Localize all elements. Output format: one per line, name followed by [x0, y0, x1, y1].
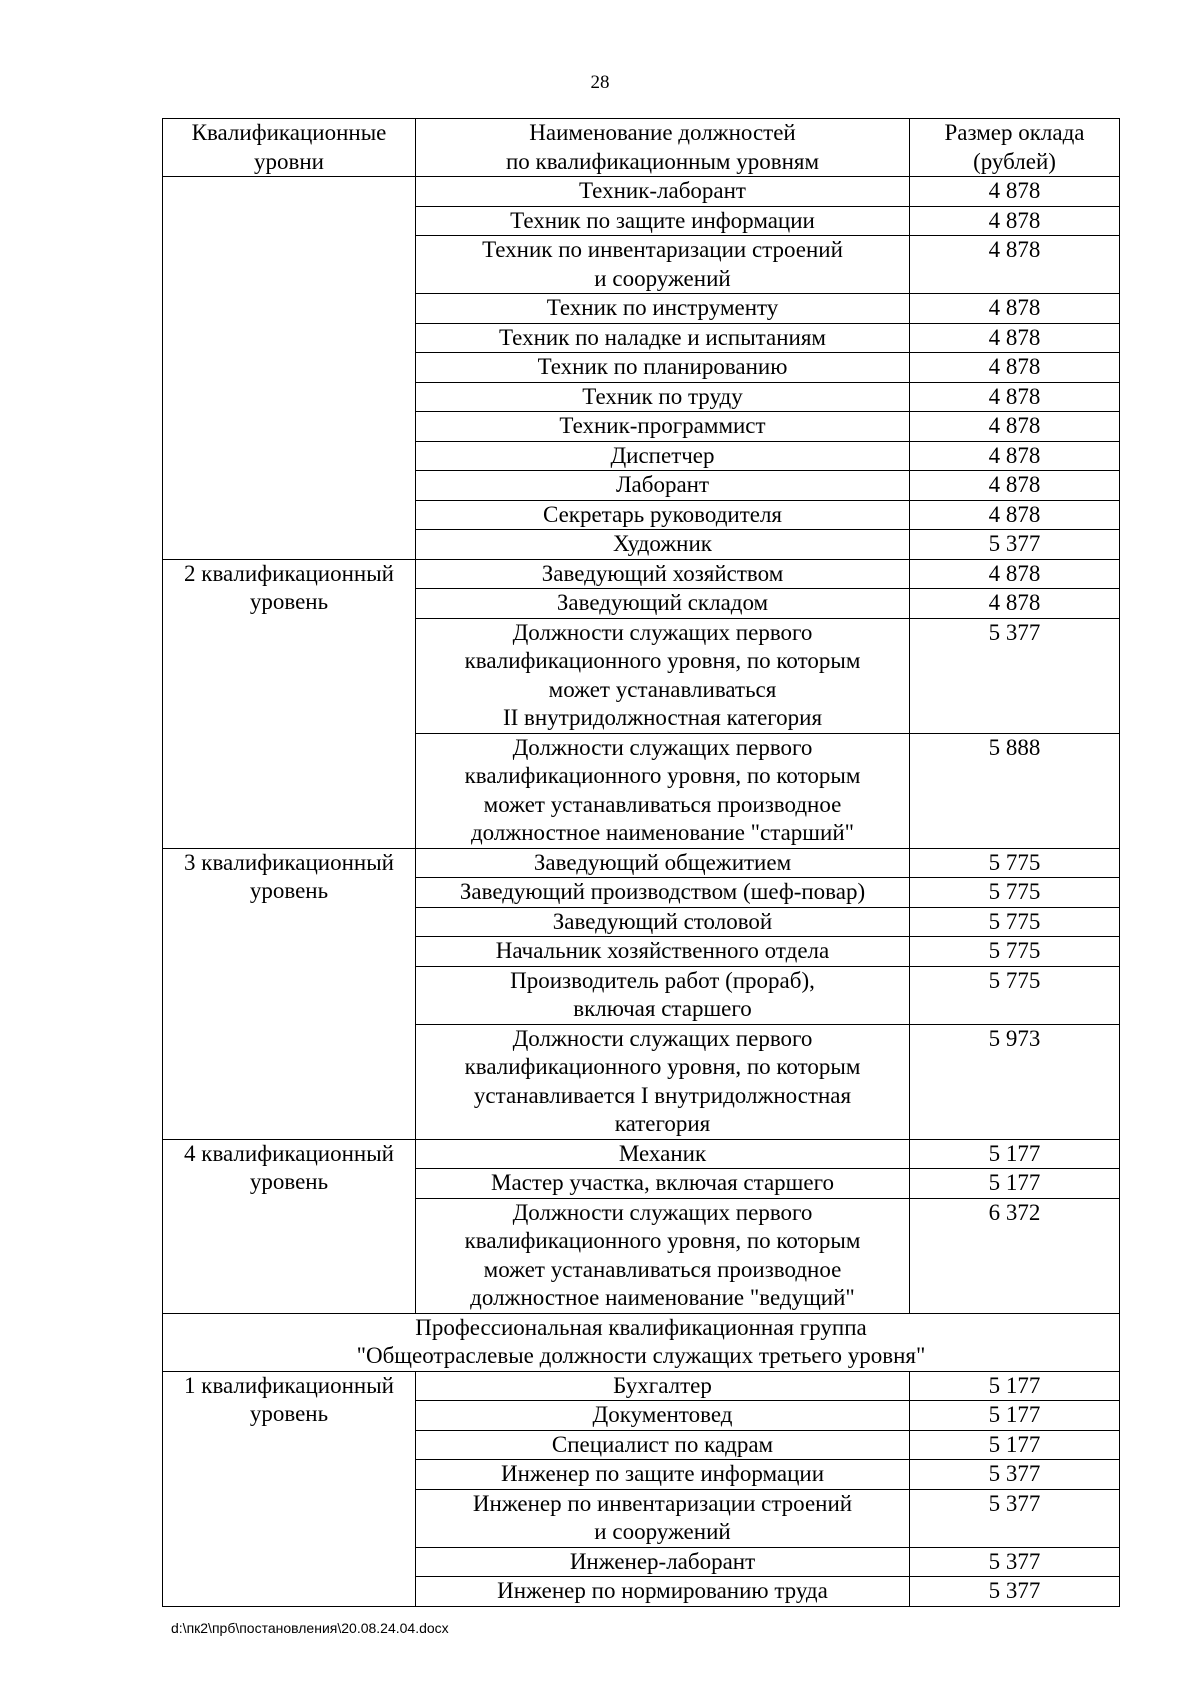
- salary-cell: 5 177: [910, 1430, 1120, 1460]
- position-name-cell: Производитель работ (прораб), включая старшего: [416, 966, 910, 1024]
- position-name-cell: Техник-программист: [416, 412, 910, 442]
- qualification-level-cell: 2 квалификационный уровень: [163, 559, 416, 848]
- salary-cell: 4 878: [910, 441, 1120, 471]
- salary-cell: 5 377: [910, 1547, 1120, 1577]
- section-title: Профессиональная квалификационная группа "Общеотраслевые должности служащих третьего уровня": [163, 1313, 1120, 1371]
- footer-file-path: d:\пк2\прб\постановления\20.08.24.04.docx: [171, 1620, 449, 1636]
- position-name-cell: Диспетчер: [416, 441, 910, 471]
- position-name-cell: Техник по планированию: [416, 353, 910, 383]
- salary-table-body: [163, 119, 1120, 1607]
- salary-cell: 5 775: [910, 848, 1120, 878]
- salary-cell: 4 878: [910, 177, 1120, 207]
- salary-cell: 5 377: [910, 530, 1120, 560]
- salary-cell: 4 878: [910, 236, 1120, 294]
- page-number: 28: [590, 72, 610, 93]
- salary-cell: 4 878: [910, 559, 1120, 589]
- table-row: [163, 559, 1120, 589]
- position-name-cell: Инженер по нормированию труда: [416, 1577, 910, 1607]
- position-name-cell: Должности служащих первого квалификационного уровня, по которым может устанавливаться II внутридолжностная категория: [416, 618, 910, 733]
- header-level: Квалификационные уровни: [163, 119, 416, 177]
- salary-cell: 5 775: [910, 937, 1120, 967]
- salary-cell: 5 177: [910, 1169, 1120, 1199]
- salary-cell: 5 177: [910, 1139, 1120, 1169]
- salary-cell: 4 878: [910, 294, 1120, 324]
- salary-cell: 5 973: [910, 1024, 1120, 1139]
- position-name-cell: Техник по наладке и испытаниям: [416, 323, 910, 353]
- position-name-cell: Инженер по защите информации: [416, 1460, 910, 1490]
- qualification-level-cell: 4 квалификационный уровень: [163, 1139, 416, 1313]
- salary-cell: 5 377: [910, 1489, 1120, 1547]
- table-header-row: [163, 119, 1120, 177]
- salary-cell: 4 878: [910, 471, 1120, 501]
- qualification-level-cell: 1 квалификационный уровень: [163, 1371, 416, 1606]
- position-name-cell: Документовед: [416, 1401, 910, 1431]
- position-name-cell: Техник по защите информации: [416, 206, 910, 236]
- table-row: [163, 177, 1120, 207]
- position-name-cell: Техник по инвентаризации строений и сооружений: [416, 236, 910, 294]
- salary-cell: 5 377: [910, 1460, 1120, 1490]
- position-name-cell: Заведующий общежитием: [416, 848, 910, 878]
- salary-cell: 4 878: [910, 353, 1120, 383]
- position-name-cell: Механик: [416, 1139, 910, 1169]
- table-row: [163, 1371, 1120, 1401]
- salary-cell: 6 372: [910, 1198, 1120, 1313]
- salary-cell: 5 377: [910, 618, 1120, 733]
- salary-table: [162, 118, 1120, 1607]
- section-row: [163, 1313, 1120, 1371]
- salary-cell: 5 775: [910, 907, 1120, 937]
- position-name-cell: Должности служащих первого квалификационного уровня, по которым устанавливается I внутридолжностная категория: [416, 1024, 910, 1139]
- salary-cell: 4 878: [910, 500, 1120, 530]
- position-name-cell: Заведующий производством (шеф-повар): [416, 878, 910, 908]
- salary-cell: 5 377: [910, 1577, 1120, 1607]
- salary-cell: 5 888: [910, 733, 1120, 848]
- position-name-cell: Бухгалтер: [416, 1371, 910, 1401]
- position-name-cell: Лаборант: [416, 471, 910, 501]
- position-name-cell: Техник по труду: [416, 382, 910, 412]
- position-name-cell: Мастер участка, включая старшего: [416, 1169, 910, 1199]
- header-salary: Размер оклада (рублей): [910, 119, 1120, 177]
- salary-cell: 4 878: [910, 206, 1120, 236]
- salary-cell: 4 878: [910, 589, 1120, 619]
- salary-cell: 4 878: [910, 323, 1120, 353]
- salary-cell: 5 775: [910, 878, 1120, 908]
- salary-cell: 5 177: [910, 1371, 1120, 1401]
- qualification-level-cell: [163, 177, 416, 560]
- position-name-cell: Начальник хозяйственного отдела: [416, 937, 910, 967]
- salary-cell: 5 775: [910, 966, 1120, 1024]
- table-row: [163, 1139, 1120, 1169]
- position-name-cell: Заведующий хозяйством: [416, 559, 910, 589]
- salary-cell: 4 878: [910, 382, 1120, 412]
- position-name-cell: Специалист по кадрам: [416, 1430, 910, 1460]
- position-name-cell: Художник: [416, 530, 910, 560]
- position-name-cell: Техник-лаборант: [416, 177, 910, 207]
- qualification-level-cell: 3 квалификационный уровень: [163, 848, 416, 1139]
- salary-cell: 5 177: [910, 1401, 1120, 1431]
- table-row: [163, 848, 1120, 878]
- header-position: Наименование должностей по квалификационным уровням: [416, 119, 910, 177]
- position-name-cell: Инженер по инвентаризации строений и сооружений: [416, 1489, 910, 1547]
- position-name-cell: Техник по инструменту: [416, 294, 910, 324]
- position-name-cell: Инженер-лаборант: [416, 1547, 910, 1577]
- salary-cell: 4 878: [910, 412, 1120, 442]
- position-name-cell: Заведующий складом: [416, 589, 910, 619]
- position-name-cell: Заведующий столовой: [416, 907, 910, 937]
- position-name-cell: Должности служащих первого квалификационного уровня, по которым может устанавливаться производное должностное наименование "ведущий": [416, 1198, 910, 1313]
- position-name-cell: Секретарь руководителя: [416, 500, 910, 530]
- position-name-cell: Должности служащих первого квалификационного уровня, по которым может устанавливаться производное должностное наименование "старший": [416, 733, 910, 848]
